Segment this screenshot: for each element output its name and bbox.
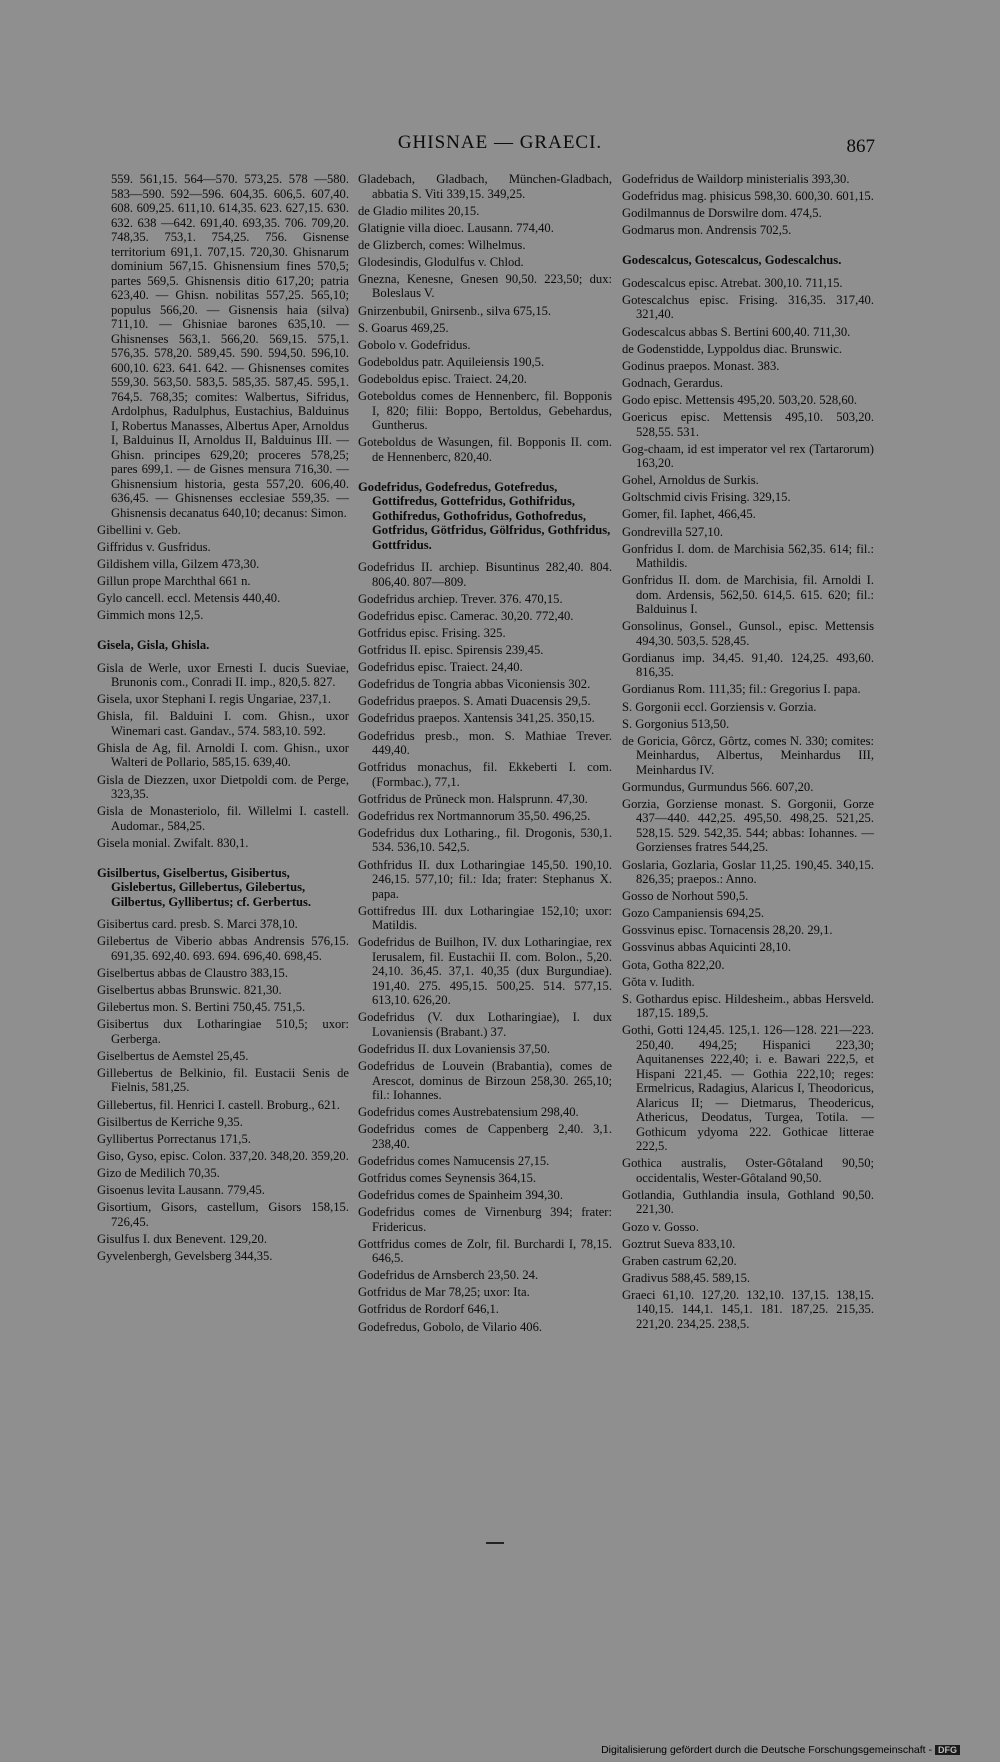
index-entry: Gisela monial. Zwifalt. 830,1. <box>97 835 249 850</box>
index-entry: Godefridus presb., mon. S. Mathiae Trever. 449,40. <box>358 728 612 758</box>
index-entry: Gothica australis, Oster-Gôtaland 90,50; occidentalis, Wester-Gôtaland 90,50. <box>622 1156 874 1185</box>
index-entry: Gisibertus card. presb. S. Marci 378,10. <box>97 917 298 932</box>
index-entry: Godeboldus patr. Aquileiensis 190,5. <box>358 354 545 369</box>
index-entry: Gildishem villa, Gilzem 473,30. <box>97 556 260 571</box>
index-entry: Gozo Campaniensis 694,25. <box>622 906 765 921</box>
index-entry: Gisoenus levita Lausann. 779,45. <box>97 1183 265 1198</box>
index-entry: Gisilbertus de Kerriche 9,35. <box>97 1114 243 1129</box>
index-entry: Giffridus v. Gusfridus. <box>97 539 211 554</box>
index-entry: Godefridus comes Austrebatensium 298,40. <box>358 1105 579 1120</box>
index-entry: Gota, Gotha 822,20. <box>622 957 725 972</box>
index-entry: Gonsolinus, Gonsel., Gunsol., episc. Mettensis 494,30. 503,5. 528,45. <box>622 619 874 648</box>
index-entry: Gisla de Werle, uxor Ernesti I. ducis Sueviae, Brunonis com., Conradi II. imp., 820,5. 827. <box>97 660 349 690</box>
index-entry: Gillun prope Marchthal 661 n. <box>97 573 251 588</box>
index-entry: Godefridus rex Nortmannorum 35,50. 496,25. <box>358 808 591 823</box>
section-gap <box>622 240 874 253</box>
index-entry: Giselbertus abbas de Claustro 383,15. <box>97 966 288 980</box>
index-entry: Goslaria, Gozlaria, Goslar 11,25. 190,45. 340,15. 826,35; praepos.: Anno. <box>622 857 874 887</box>
index-entry: Gisortium, Gisors, castellum, Gisors 158,15. 726,45. <box>97 1200 349 1229</box>
section-gap <box>358 467 612 480</box>
index-entry: Goericus episc. Mettensis 495,10. 503,20. 528,55. 531. <box>622 410 874 439</box>
index-entry: Graben castrum 62,20. <box>622 1253 737 1268</box>
index-entry: Gnirzenbubil, Gnirsenb., silva 675,15. <box>358 303 552 318</box>
index-entry: Gotfridus de Mar 78,25; uxor: Ita. <box>358 1285 530 1300</box>
section-gap <box>97 625 349 638</box>
index-entry: Gossvinus abbas Aquicinti 28,10. <box>622 940 791 955</box>
index-entry: Gormundus, Gurmundus 566. 607,20. <box>622 779 814 794</box>
index-entry: Gotescalchus episc. Frising. 316,35. 317,40. 321,40. <box>622 292 874 322</box>
index-entry: Godefridus dux Lotharing., fil. Drogonis, 530,1. 534. 536,10. 542,5. <box>358 825 612 855</box>
index-entry: Gotlandia, Guthlandia insula, Gothland 90,50. 221,30. <box>622 1187 874 1217</box>
index-entry: Gotfridus de Rordorf 646,1. <box>358 1302 499 1317</box>
index-entry: Gothfridus II. dux Lotharingiae 145,50. 190,10. 246,15. 577,10; fil.: Ida; frater: Stephanus X. papa. <box>358 857 612 901</box>
index-entry: Gisla de Diezzen, uxor Dietpoldi com. de Perge, 323,35. <box>97 772 349 802</box>
index-entry: Godefridus de Arnsberch 23,50. 24. <box>358 1268 539 1283</box>
index-entry: Godo episc. Mettensis 495,20. 503,20. 528,60. <box>622 392 858 407</box>
index-entry: Gisulfus I. dux Benevent. 129,20. <box>97 1231 267 1246</box>
page-bottom-mark <box>486 1542 504 1544</box>
index-entry: Gordianus imp. 34,45. 91,40. 124,25. 493,60. 816,35. <box>622 650 874 680</box>
index-entry: Gobolo v. Godefridus. <box>358 337 471 352</box>
index-column-3 <box>622 172 874 1334</box>
index-entry: Godefridus episc. Traiect. 24,40. <box>358 660 523 675</box>
index-entry: S. Gorgonius 513,50. <box>622 716 730 731</box>
index-entry: Gnezna, Kenesne, Gnesen 90,50. 223,50; dux: Boleslaus V. <box>358 271 612 301</box>
running-head: GHISNAE — GRAECI. <box>397 132 603 153</box>
index-entry: Gottfridus comes de Zolr, fil. Burchardi I, 78,15. 646,5. <box>358 1236 612 1266</box>
index-entry: Ghisla de Ag, fil. Arnoldi I. com. Ghisn., uxor Walteri de Pollario, 585,15. 639,40. <box>97 740 349 770</box>
index-entry: Gothi, Gotti 124,45. 125,1. 126—128. 221—223. 250,40. 494,25; Hispanici 223,30; Aquitanenses 222,40; i. e. Bawari 222,5, et Hispani 221,45. — Gothia 222,10; reges: Ermelricus, Radagius, Alaricus I, Theodoricus, Alaricus II; — Dietmarus, Theodericus, Athericus, Deodatus, Turgea, Totila. — Gothicum ydyoma 222. Gothicae litterae 222,5. <box>622 1023 874 1154</box>
index-entry: Goltschmid civis Frising. 329,15. <box>622 490 791 505</box>
index-entry: S. Gothardus episc. Hildesheim., abbas Hersveld. 187,15. 189,5. <box>622 991 874 1021</box>
index-entry: Godefridus comes Namucensis 27,15. <box>358 1153 550 1168</box>
index-entry: Giselbertus abbas Brunswic. 821,30. <box>97 983 282 998</box>
index-entry: Godefridus de Builhon, IV. dux Lotharingiae, rex Ierusalem, fil. Eustachii II. com. Bolon., 5,20. 24,10. 36,45. 37,1. 40,35 (dux Burgundiae). 191,40. 275. 495,15. 500,25. 514. 577,15. 613,10. 626,20. <box>358 935 612 1008</box>
index-entry: Godefridus II. archiep. Bisuntinus 282,40. 804. 806,40. 807—809. <box>358 560 612 589</box>
index-entry: Goteboldus de Wasungen, fil. Bopponis II. com. de Hennenberc, 820,40. <box>358 435 612 464</box>
credit-text: Digitalisierung gefördert durch die Deutsche Forschungsgemeinschaft - <box>601 1744 932 1756</box>
index-entry: Ghisla, fil. Balduini I. com. Ghisn., uxor Winemari cast. Gandav., 574. 583,10. 592. <box>97 709 349 738</box>
index-entry: Gisela, uxor Stephani I. regis Ungariae, 237,1. <box>97 692 331 707</box>
index-entry: Gylo cancell. eccl. Metensis 440,40. <box>97 590 281 605</box>
index-entry: Glatignie villa dioec. Lausann. 774,40. <box>358 220 554 235</box>
index-entry: S. Goarus 469,25. <box>358 320 449 335</box>
index-entry: Gottifredus III. dux Lotharingiae 152,10; uxor: Matildis. <box>358 903 612 933</box>
index-entry: Gog-chaam, id est imperator vel rex (Tartarorum) 163,20. <box>622 441 874 471</box>
index-entry: Godefridus comes de Cappenberg 2,40. 3,1. 238,40. <box>358 1122 612 1151</box>
index-entry: Gotfridus II. episc. Spirensis 239,45. <box>358 643 544 658</box>
index-entry: Godefridus archiep. Trever. 376. 470,15. <box>358 591 563 606</box>
index-entry: Giso, Gyso, episc. Colon. 337,20. 348,20. 359,20. <box>97 1148 349 1163</box>
index-entry: de Glizberch, comes: Wilhelmus. <box>358 237 526 252</box>
index-entry: Godefridus praepos. S. Amati Duacensis 29,5. <box>358 694 591 709</box>
index-entry: Gibellini v. Geb. <box>97 522 181 537</box>
index-entry: Gyvelenbergh, Gevelsberg 344,35. <box>97 1248 273 1263</box>
index-column-1 <box>97 172 349 1266</box>
index-entry: Gisibertus dux Lotharingiae 510,5; uxor: Gerberga. <box>97 1017 349 1046</box>
index-entry: Gimmich mons 12,5. <box>97 608 204 623</box>
index-entry: Gilebertus mon. S. Bertini 750,45. 751,5. <box>97 1000 306 1015</box>
index-entry: Gŏta v. Iudith. <box>622 974 695 989</box>
index-entry: Gotfridus monachus, fil. Ekkeberti I. com. (Formbac.), 77,1. <box>358 760 612 789</box>
page-number: 867 <box>846 136 875 157</box>
index-entry: Godeboldus episc. Traiect. 24,20. <box>358 371 527 386</box>
index-entry: Gotfridus episc. Frising. 325. <box>358 626 506 640</box>
section-heading: Godescalcus, Gotescalcus, Godescalchus. <box>622 253 842 268</box>
index-entry: Gonfridus I. dom. de Marchisia 562,35. 614; fil.: Mathildis. <box>622 541 874 571</box>
index-entry: Godefridus episc. Camerac. 30,20. 772,40. <box>358 608 574 623</box>
section-heading: Gisela, Gisla, Ghisla. <box>97 638 210 653</box>
index-entry: de Godenstidde, Lyppoldus diac. Brunswic. <box>622 341 843 356</box>
index-entry: Gondrevilla 527,10. <box>622 524 724 539</box>
index-entry: Goteboldus comes de Hennenberc, fil. Bopponis I, 820; filii: Boppo, Bertoldus, Gebehardus, Guntherus. <box>358 389 612 433</box>
index-entry: Gillebertus, fil. Henrici I. castell. Broburg., 621. <box>97 1097 340 1112</box>
digitization-credit <box>601 1744 960 1756</box>
index-entry: Graeci 61,10. 127,20. 132,10. 137,15. 138,15. 140,15. 144,1. 145,1. 181. 187,25. 215,35. 221,20. 234,25. 238,5. <box>622 1287 874 1331</box>
index-entry: Goztrut Sueva 833,10. <box>622 1236 736 1251</box>
index-entry: Godefredus, Gobolo, de Vilario 406. <box>358 1319 543 1334</box>
index-entry: Godmarus mon. Andrensis 702,5. <box>622 223 792 238</box>
index-entry: Gonfridus II. dom. de Marchisia, fil. Arnoldi I. dom. Ardensis, 562,50. 614,5. 615. 620; fil.: Balduinus I. <box>622 573 874 617</box>
dfg-logo: DFG <box>935 1745 960 1755</box>
index-entry: Gotfridus comes Seynensis 364,15. <box>358 1170 537 1185</box>
index-entry: Gorzia, Gorziense monast. S. Gorgonii, Gorze 437—440. 442,25. 495,50. 498,25. 521,25. 528,15. 529. 542,35. 544; abbas: Iohannes. — Gorzienses fratres 544,25. <box>622 796 874 855</box>
index-entry: 559. 561,15. 564—570. 573,25. 578 —580. 583—590. 592—596. 604,35. 606,5. 607,40. 608. 609,25. 611,10. 614,35. 623. 627,15. 630. 632. 638 —642. 691,40. 693,35. 706. 709,20. 748,35. 753,1. 754,25. 756. Gisnense territorium 691,1. 707,15. 720,30. Ghisnarum dominium 567,15. Ghisnensium fines 570,5; partes 569,5. Ghisnensis ditio 617,20; patria 623,40. — Ghisn. nobilitas 557,25. 565,10; populus 566,20. — Gisnensis haia (silva) 711,10. — Ghisniae barones 635,10. — Ghisnenses 563,1. 566,20. 569,15. 575,1. 576,35. 578,20. 589,45. 590. 594,50. 596,10. 600,10. 623. 641. 642. — Ghisnenses comites 559,30. 563,50. 583,5. 585,35. 587,45. 595,1. 764,5. 768,35; comites: Walbertus, Sifridus, Ardolphus, Radulphus, Eustachius, Balduinus I, Robertus Manasses, Albertus Aper, Arnoldus I, Balduinus II, Arnoldus II, Balduinus III. — Ghisn. principes 629,20; proceres 578,25; pares 699,1. — de Gisnes mensura 716,30. — Ghisnensium historia, gesta 557,20. 606,40. 636,45. — Ghisnenses ecclesiae 559,35. — Ghisnensis decanatus 640,10; decanus: Simon. <box>111 172 349 520</box>
index-entry: Gomer, fil. Iaphet, 466,45. <box>622 507 756 522</box>
index-entry: Godilmannus de Dorswilre dom. 474,5. <box>622 206 822 221</box>
index-entry: S. Gorgonii eccl. Gorziensis v. Gorzia. <box>622 699 817 714</box>
index-entry: Godefridus de Waildorp ministerialis 393,30. <box>622 172 850 186</box>
index-entry: Godescalcus abbas S. Bertini 600,40. 711,30. <box>622 324 851 339</box>
index-entry: Godefridus comes de Virnenburg 394; frater: Fridericus. <box>358 1205 612 1234</box>
index-entry: Gradivus 588,45. 589,15. <box>622 1270 751 1285</box>
index-entry: Godefridus comes de Spainheim 394,30. <box>358 1187 563 1202</box>
index-entry: de Gladio milites 20,15. <box>358 203 480 218</box>
index-entry: Gilebertus de Viberio abbas Andrensis 576,15. 691,35. 692,40. 693. 694. 696,40. 698,45. <box>97 934 349 963</box>
section-heading: Godefridus, Godefredus, Gotefredus, Gottifredus, Gottefridus, Gothifridus, Gothifredus, Gothofridus, Gothofredus, Gotfridus, Götfridus, Gölfridus, Gothfridus, Gottfridus. <box>358 479 611 552</box>
index-entry: Gosso de Norhout 590,5. <box>622 889 749 904</box>
index-entry: Godefridus praepos. Xantensis 341,25. 350,15. <box>358 711 595 726</box>
index-entry: Godefridus de Louvein (Brabantia), comes de Arescot, dominus de Birzoun 258,30. 265,10; fil.: Iohannes. <box>358 1059 612 1102</box>
index-entry: Gotfridus de Prŭneck mon. Halsprunn. 47,30. <box>358 791 588 806</box>
index-entry: Godefridus mag. phisicus 598,30. 600,30. 601,15. <box>622 189 874 204</box>
index-entry: Godefridus II. dux Lovaniensis 37,50. <box>358 1041 551 1056</box>
index-entry: Gyllibertus Porrectanus 171,5. <box>97 1131 251 1146</box>
index-entry: Glodesindis, Glodulfus v. Chlod. <box>358 254 524 269</box>
index-entry: Gordianus Rom. 111,35; fil.: Gregorius I. papa. <box>622 682 861 697</box>
index-entry: Giselbertus de Aemstel 25,45. <box>97 1048 249 1063</box>
index-entry: Gohel, Arnoldus de Surkis. <box>622 473 759 488</box>
section-gap <box>97 853 349 866</box>
index-entry: Gossvinus episc. Tornacensis 28,20. 29,1. <box>622 923 833 938</box>
index-entry: Godefridus de Tongria abbas Viconiensis 302. <box>358 677 591 692</box>
index-entry: de Goricia, Gôrcz, Gôrtz, comes N. 330; comites: Meinhardus, Albertus, Meinhardus III, Meinhardus IV. <box>622 733 874 777</box>
index-entry: Gozo v. Gosso. <box>622 1219 699 1234</box>
index-entry: Gizo de Medilich 70,35. <box>97 1165 220 1180</box>
index-entry: Gladebach, Gladbach, München-Gladbach, abbatia S. Viti 339,15. 349,25. <box>358 172 612 201</box>
index-column-2 <box>358 172 612 1337</box>
index-entry: Godescalcus episc. Atrebat. 300,10. 711,15. <box>622 275 843 290</box>
index-entry: Gillebertus de Belkinio, fil. Eustacii Senis de Fielnis, 581,25. <box>97 1065 349 1095</box>
index-entry: Godefridus (V. dux Lotharingiae), I. dux Lovaniensis (Brabant.) 37. <box>358 1010 612 1039</box>
index-entry: Gisla de Monasteriolo, fil. Willelmi I. castell. Audomar., 584,25. <box>97 804 349 833</box>
index-entry: Godinus praepos. Monast. 383. <box>622 358 780 373</box>
index-entry: Godnach, Gerardus. <box>622 375 724 390</box>
section-heading: Gisilbertus, Giselbertus, Gisibertus, Gislebertus, Gillebertus, Gilebertus, Gilbertus, Gyllibertus; cf. Gerbertus. <box>97 865 312 909</box>
